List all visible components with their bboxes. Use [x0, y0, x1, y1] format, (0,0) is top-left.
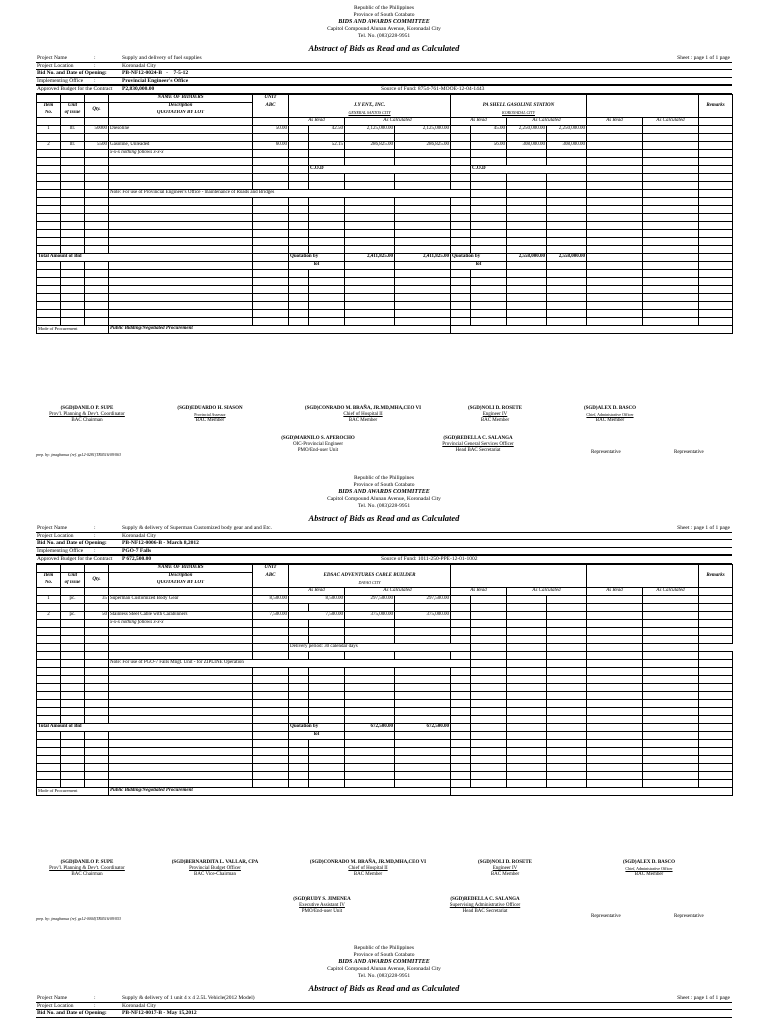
note-text: Note: For use of PGO-7 Falls Mngt. Unit - for ZIPLINE Operation	[109, 659, 471, 667]
signatory: (SGD)ALEX D. BASCO Chief, Administrative Officer BAC Member	[622, 860, 676, 877]
representative-label: Representative	[591, 450, 621, 455]
signatory: (SGD)CONRADO M. BRAÑA, JR.MD,MHA,CEO VI Chief of Hospital II BAC Member	[304, 406, 422, 423]
signatory: (SGD)REDELLA C. SALANGA Supervising Administrative Officer Head BAC Secretariat	[449, 897, 521, 914]
bid-no-value: PB-NF12-0024-B - 7-5-12	[122, 70, 189, 76]
signatory: (SGD)DANILO P. SUPE Prov'l. Planning & Dev't. Coordinator BAC Chairman	[49, 406, 125, 423]
signatory: (SGD)DANILO P. SUPE Prov'l. Planning & Dev't. Coordinator BAC Chairman	[49, 860, 125, 877]
remarks-label: Remarks	[699, 102, 733, 110]
approved-budget-value: P2,830,000.00	[122, 86, 155, 92]
bidder-1-cod: C.O.D	[309, 165, 451, 173]
abstract-document-2: Republic of the Philippines Province of South Cotabato BIDS AND AWARDS COMMITTEE Capitol Compound Alunan Avenue, Koronadal City Tel. No. (083)228-9951 Abstract of Bids as Read and as Calculated Project Name : Supply & delivery of Superman Customized body gear and and Etc. Sheet : page 1 of 1 page Project Location : Koronadal City Bid No. and Date of Opening: PB-NF12-0006-B - March 8,2012 Implementing Office : PGO-7 Falls Approved Budget for the Contract P 672,500.00 Source of Fund: 1011-250-PPE-12-01-1002 NAME OF BIDDERS UNIT Item Unit Qty. Description ABC EDSAC ADVENTURES CABLE BUILDER Remarks No. of issue QUOTATION BY LOT DAVAO CITY As Read As Calculated As Read As Calculated As Read As Calculated 1 pc. 35 Superman Customized Body Gear 8,500.00 8,500.00 297,500.00 297,500.00 2 pc. 50 Stainless Steel Cable with Carabinners 7,500.00 7,500.00 375,000.00 375,000.00 x-x-x nothing follows x-x-x Delivery period: 30 calendar days Note: For use of PGO-7 Falls Mngt. Unit - for ZIPLINE Operation Total Amount of Bid Quotation by 672,500.00 672,500.00 lot Mode of Procurement Public Bidding/Negotiated Procurement (SGD)DANILO P. SUPE Prov'l. Planning & Dev't. Coordinator BAC Chairman (SGD)BERNARDITA L. VALLAR, CPA Provincial Budget Officer BAC Vice-Chairman (SGD)CONRADO M. BRAÑA, JR.MD,MHA,CEO VI Chief of Hospital II BAC Member (SGD)NOLI D. ROSETE Engineer IV BAC Member (SGD)ALEX D. BASCO Chief, Administrative Officer BAC Member (SGD)RUDY S. JIMENEA Executive Assistant IV PMO/End-user Unit (SGD)REDELLA C. SALANGA Supervising Administrative Officer Head BAC Secretariat prep. by: jmagbanua (ref. gs12-0004)TR0516/09/053 Representative Representative	[0, 475, 768, 796]
project-name-value: Supply and delivery of fuel supplies	[122, 55, 202, 61]
abstract-document-1	[0, 5, 768, 457]
nothing-follows: x-x-x nothing follows x-x-x	[109, 149, 253, 157]
signatory: (SGD)EDUARDO H. SIASON Provincial Assessor BAC Member	[177, 406, 243, 423]
bidder-1-name: J.Y ENT., INC.	[289, 102, 451, 110]
signatory: (SGD)NOLI D. ROSETE Engineer IV BAC Member	[467, 406, 523, 423]
document-title: Abstract of Bids as Read and as Calculated	[308, 513, 460, 523]
approved-budget-label: Approved Budget for the Contract	[37, 86, 113, 92]
prepared-by: prep. by: jmagbanua (ref. gs12-0281)TR0516/09/063	[36, 452, 122, 457]
signatory: (SGD)NOLI D. ROSETE Engineer IV BAC Member	[477, 860, 533, 877]
sheet-label: Sheet : page 1 of 1 page	[677, 55, 730, 61]
project-location-value: Koronadal City	[122, 62, 157, 69]
abstract-document-3	[0, 945, 768, 1018]
committee-name: BIDS AND AWARDS COMMITTEE	[338, 19, 430, 25]
name-of-bidders-label: NAME OF BIDDERS	[109, 94, 253, 102]
bidder-2-city: KORONADAL CITY	[451, 110, 587, 118]
signatory: (SGD)REDELLA C. SALANGA Provincial General Services Officer Head BAC Secretariat	[442, 436, 514, 453]
bids-table-2: NAME OF BIDDERS UNIT Item Unit Qty. Description ABC EDSAC ADVENTURES CABLE BUILDER Remarks No. of issue QUOTATION BY LOT DAVAO CITY As Read As Calculated As Read As Calculated As Read As Calculated 1 pc. 35 Superman Customized Body Gear 8,500.00 8,500.00 297,500.00 297,500.00 2 pc. 50 Stainless Steel Cable with Carabinners 7,500.00 7,500.00 375,000.00 375,000.00 x-x-x nothing follows x-x-x Delivery period: 30 calendar days Note: For use of PGO-7 Falls Mngt. Unit - for ZIPLINE Operation Total Amount of Bid Quotation by 672,500.00 672,500.00 lot Mode of Procurement Public Bidding/Negotiated Procurement	[36, 564, 733, 796]
table-row: 1 ltr. 50000 Diesoline 50.00 42.50 2,125,000.00 2,125,000.00 45.00 2,250,000.00 2,250,000.00	[37, 125, 733, 133]
bidder-2-cod: C.O.D	[471, 165, 587, 173]
signatory: (SGD)CONRADO M. BRAÑA, JR.MD,MHA,CEO VI Chief of Hospital II BAC Member	[309, 860, 427, 877]
document-title: Abstract of Bids as Read and as Calculated	[308, 43, 460, 53]
signatory: (SGD)BERNARDITA L. VALLAR, CPA Provincial Budget Officer BAC Vice-Chairman	[171, 860, 259, 877]
address-line: Capitol Compound Alunan Avenue, Koronadal City	[327, 26, 441, 32]
table-row: 2 ltr. 5500 Gasoline, Unleaded 60.00 52.15 286,825.00 286,825.00 56.00 308,000.00 308,000.00	[37, 141, 733, 149]
implementing-office-value: Provincial Engineer's Office	[122, 77, 189, 84]
implementing-office-label: Implementing Office	[37, 77, 84, 84]
table-row: 1 pc. 35 Superman Customized Body Gear 8,500.00 8,500.00 297,500.00 297,500.00	[37, 595, 733, 603]
tel-line: Tel. No. (083)228-9951	[357, 33, 411, 39]
table-row: 2 pc. 50 Stainless Steel Cable with Carabinners 7,500.00 7,500.00 375,000.00 375,000.00	[37, 611, 733, 619]
mode-of-procurement-value: Public Bidding/Negotiated Procurement	[109, 325, 451, 333]
source-of-fund: Source of Fund: 8754-761-MOOE-12-04-1443	[381, 86, 485, 92]
republic-line: Republic of the Philippines	[353, 5, 415, 11]
total-row: Total Amount of Bid Quotation by 672,500.00 672,500.00	[37, 723, 733, 731]
representative-label: Representative	[674, 450, 704, 455]
province-line: Province of South Cotabato	[353, 12, 415, 18]
document-header	[0, 5, 768, 54]
bid-no-label: Bid No. and Date of Opening:	[37, 70, 107, 76]
total-amount-label: Total Amount of Bid	[37, 253, 109, 261]
bidder-1-name: EDSAC ADVENTURES CABLE BUILDER	[289, 572, 451, 580]
document-title: Abstract of Bids as Read and as Calculated	[308, 983, 460, 993]
bidder-1-city: GENERAL SANTOS CITY	[289, 110, 451, 118]
total-row: Total Amount of Bid Quotation by 2,411,825.00 2,411,825.00 Quotation by 2,558,000.00 2,558,000.00	[37, 253, 733, 261]
project-info: Project Name : Supply and delivery of fuel supplies Sheet : page 1 of 1 page Project Location : Koronadal City Bid No. and Date of Opening: PB-NF12-0024-B - 7-5-12 Implementing Office : Provincial Engineer's Office Approved Budget for the Contract P2,830,000.00 Source of Fund: 8754-761-MOOE-12-04-1443	[37, 55, 730, 92]
project-info: Project Name : Supply & delivery of Superman Customized body gear and and Etc. Sheet : page 1 of 1 page Project Location : Koronadal City Bid No. and Date of Opening: PB-NF12-0006-B - March 8,2012 Implementing Office : PGO-7 Falls Approved Budget for the Contract P 672,500.00 Source of Fund: 1011-250-PPE-12-01-1002	[37, 525, 730, 562]
mode-of-procurement-label: Mode of Procurement	[37, 325, 109, 333]
delivery-period: Delivery period: 30 calendar days	[289, 643, 471, 651]
project-location-label: Project Location	[37, 62, 74, 69]
signatory: (SGD)RUDY S. JIMENEA Executive Assistant IV PMO/End-user Unit	[293, 897, 351, 914]
signatory: (SGD)ALEX D. BASCO Chief, Administrative Officer BAC Member	[583, 406, 637, 423]
document-header: Republic of the Philippines Province of South Cotabato BIDS AND AWARDS COMMITTEE Capitol Compound Alunan Avenue, Koronadal City Tel. No. (083)228-9951 Abstract of Bids as Read and as Calculated	[0, 475, 768, 524]
unit-abc-label: UNIT	[253, 94, 289, 102]
project-name-label: Project Name	[37, 55, 68, 61]
bids-table-1: NAME OF BIDDERS UNIT Item Unit Qty. Description ABC J.Y ENT., INC. PA SHELL GASOLINE STATION Remarks No. of issue QUOTATION BY LOT GENERAL SANTOS CITY KORONADAL CITY As Read As Calculated As Read As Calculated As Read As Calculated 1 ltr. 50000 Diesoline 50.00 42.50 2,125,000.00 2,125,000.00 45.00 2,250,000.00 2,250,000.00 2 ltr. 5500 Gasoline, Unleaded 60.00 52.15 286,825.00 286,825.00 56.00 308,000.00 308,000.00 x-x-x nothing follows x-x-x C.O.D C.O.D Note: For use of Provincial Engineer's Office - maintenance of Roads and Bridges Total Amount of Bid Quotation by 2,411,825.00 2,411,825.00 Quotation by 2,558,000.00 2,558,000.00 lot lot Mode of Procurement Public Bidding/Negotiated Procurement	[36, 94, 733, 334]
note-text: Note: For use of Provincial Engineer's Office - maintenance of Roads and Bridges	[109, 189, 471, 197]
prepared-by: prep. by: jmagbanua (ref. gs12-0004)TR0516/09/053	[36, 916, 122, 921]
signatory: (SGD)MARNILO S. APEROCHO OIC-Provincial Engineer PMO/End-user Unit	[281, 436, 355, 453]
bidder-2-name: PA SHELL GASOLINE STATION	[451, 102, 587, 110]
document-header: Republic of the Philippines Province of South Cotabato BIDS AND AWARDS COMMITTEE Capitol Compound Alunan Avenue, Koronadal City Tel. No. (083)228-9951 Abstract of Bids as Read and as Calculated	[0, 945, 768, 994]
project-info: Project Name : Supply & delivery of 1 unit 4 x 4 2.5L Vehicle(2012 Model) Sheet : page 1 of 1 page Project Location : Koronadal City Bid No. and Date of Opening: PB-NF12-0017-B - May 15,2012	[37, 995, 730, 1016]
